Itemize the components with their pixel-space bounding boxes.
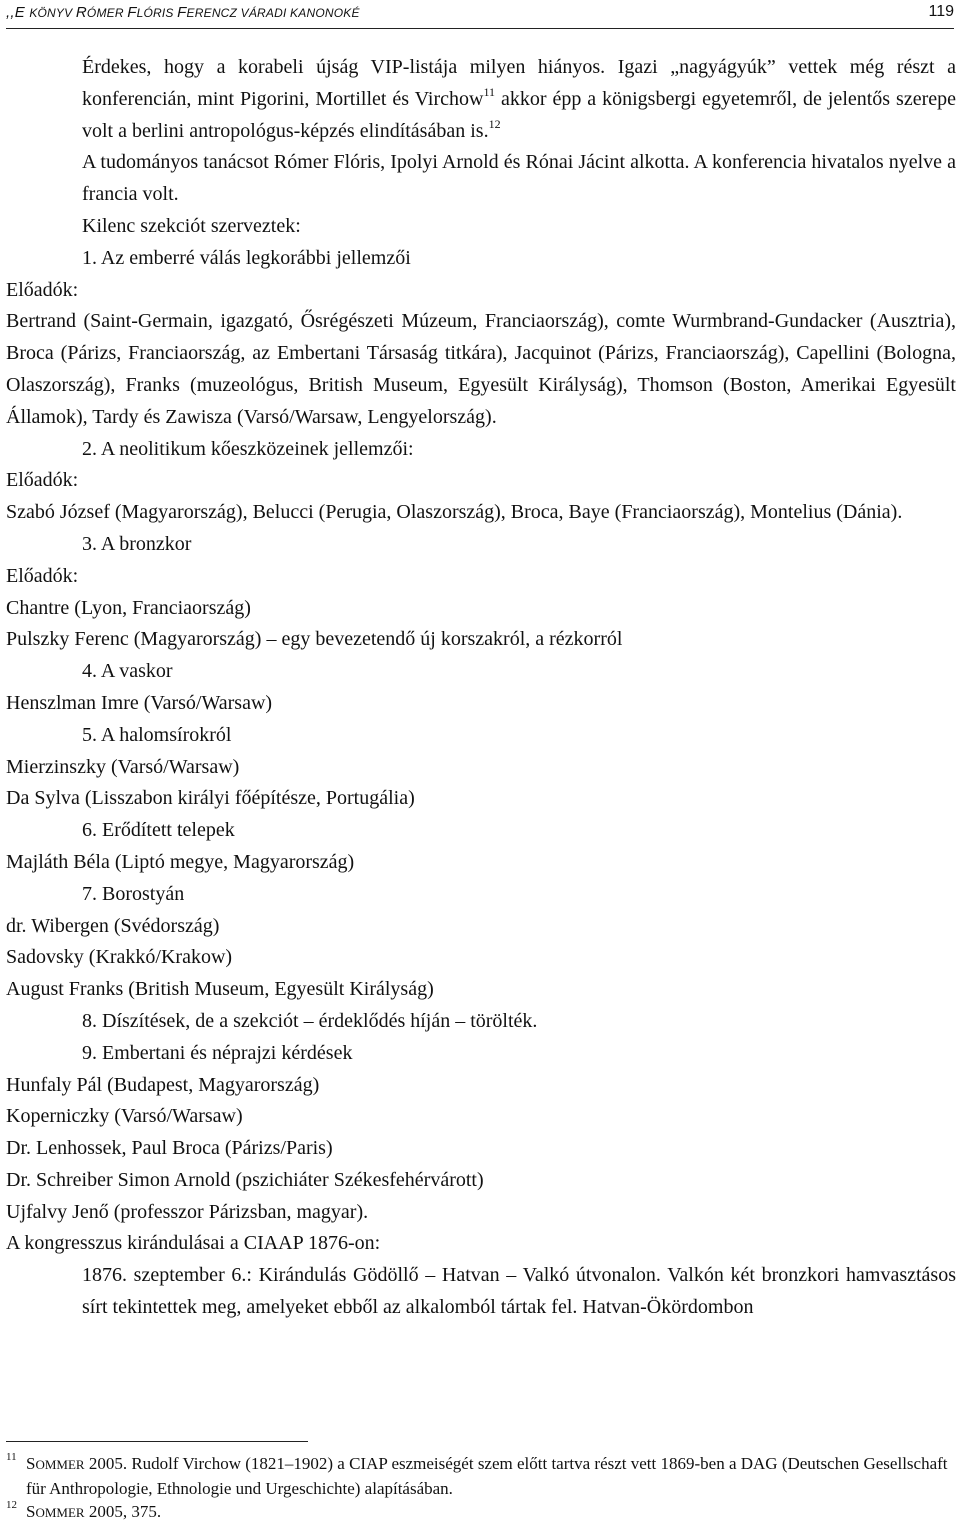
speaker-line: Dr. Lenhossek, Paul Broca (Párizs/Paris) [6, 1137, 333, 1160]
running-header [6, 0, 954, 29]
section-1-speakers: Bertrand (Saint-Germain, igazgató, Ősrégészeti Múzeum, Franciaország), comte Wurmbrand-Gundacker (Ausztria), Broca (Párizs, Franciaország, az Embertani Társaság titkára), Jacquinot (Párizs, Franciaország), Capellini (Bologna, Olaszország), Franks (muzeológus, British Museum, Egyesült Királyság), Thomson (Boston, Amerikai Egyesült Államok), Tardy és Zawisza (Varsó/Warsaw, Lengyelország). [6, 310, 956, 428]
speaker-line: Koperniczky (Varsó/Warsaw) [6, 1105, 243, 1128]
speakers-label: Előadók: [6, 469, 79, 492]
speakers-label: Előadók: [6, 278, 79, 301]
paragraph-sections-intro: Kilenc szekciót szerveztek: [82, 214, 301, 237]
section-heading-2: 2. A neolitikum kőeszközeinek jellemzői: [82, 437, 414, 460]
excursions-text: 1876. szeptember 6.: Kirándulás Gödöllő – Hatvan – Valkó útvonalon. Valkón két bronzkori hamvasztásos sírt tekintettek meg, amelyeket ebből az alkalomból tártak fel. Hatvan-Ökördombon [82, 1264, 956, 1319]
section-heading-5: 5. A halomsírokról [82, 723, 232, 746]
speaker-line: Majláth Béla (Liptó megye, Magyarország) [6, 850, 355, 873]
footnote-divider [6, 1441, 308, 1442]
speaker-line: Dr. Schreiber Simon Arnold (pszichiáter Székesfehérvárott) [6, 1168, 484, 1191]
speaker-line: Da Sylva (Lisszabon királyi főépítésze, Portugália) [6, 787, 415, 810]
section-heading-6: 6. Erődített telepek [82, 819, 235, 842]
speaker-line: dr. Wibergen (Svédország) [6, 914, 220, 937]
footnote-mark: 12 [6, 1499, 17, 1511]
paragraph-council: A tudományos tanácsot Rómer Flóris, Ipolyi Arnold és Rónai Jácint alkotta. A konferencia hivatalos nyelve a francia volt. [82, 151, 956, 206]
speaker-line: Chantre (Lyon, Franciaország) [6, 596, 251, 619]
section-heading-7: 7. Borostyán [82, 882, 185, 905]
section-heading-9: 9. Embertani és néprajzi kérdések [82, 1041, 353, 1064]
speaker-line: Sadovsky (Krakkó/Krakow) [6, 946, 233, 969]
footnote-12: 12 SOMMER 2005, 375. [6, 1500, 956, 1525]
footnote-ref-11[interactable]: 11 [483, 84, 496, 99]
page-body [6, 52, 956, 1324]
paragraph-intro: Érdekes, hogy a korabeli újság VIP-listája milyen hiányos. Igazi „nagyágyúk” vettek még részt a konferencián, mint Pigorini, Mortillet és Virchow$^{11}$ akkor épp a königsbergi egyetemről, de jelentős szerepe volt a berlini antropológus-képzés elindításában is.$^{12}$ [82, 56, 956, 142]
footnote-mark: 11 [6, 1451, 17, 1463]
footnotes [6, 1452, 956, 1525]
section-heading-3: 3. A bronzkor [82, 532, 192, 555]
running-title: ,,E KÖNYV RÓMER FLÓRIS FERENCZ VÁRADI KANONOKÉ [6, 4, 360, 21]
speakers-label: Előadók: [6, 564, 79, 587]
footnote-11: 11 SOMMER 2005. Rudolf Virchow (1821–1902) a CIAP eszmeiségét szem előtt tartva részt vett 1869-ben a DAG (Deutschen Gesellschaft für Anthropologie, Ethnologie und Urgeschichte) alapításában. [6, 1452, 956, 1500]
speaker-line: August Franks (British Museum, Egyesült Királyság) [6, 978, 434, 1001]
section-heading-8: 8. Díszítések, de a szekciót – érdeklődés híján – törölték. [82, 1009, 538, 1032]
speaker-line: Hunfaly Pál (Budapest, Magyarország) [6, 1073, 320, 1096]
section-2-speakers: Szabó József (Magyarország), Belucci (Perugia, Olaszország), Broca, Baye (Franciaország), Montelius (Dánia). [6, 501, 903, 524]
footnote-ref-12[interactable]: 12 [488, 116, 501, 131]
speaker-line: Mierzinszky (Varsó/Warsaw) [6, 755, 240, 778]
page-number: 119 [928, 3, 954, 20]
excursions-heading: A kongresszus kirándulásai a CIAAP 1876-on: [6, 1232, 381, 1255]
speaker-line: Henszlman Imre (Varsó/Warsaw) [6, 691, 273, 714]
section-heading-4: 4. A vaskor [82, 660, 173, 683]
speaker-line: Ujfalvy Jenő (professzor Párizsban, magyar). [6, 1200, 369, 1223]
speaker-line: Pulszky Ferenc (Magyarország) – egy bevezetendő új korszakról, a rézkorról [6, 628, 623, 651]
section-heading-1: 1. Az emberré válás legkorábbi jellemzői [82, 246, 411, 269]
